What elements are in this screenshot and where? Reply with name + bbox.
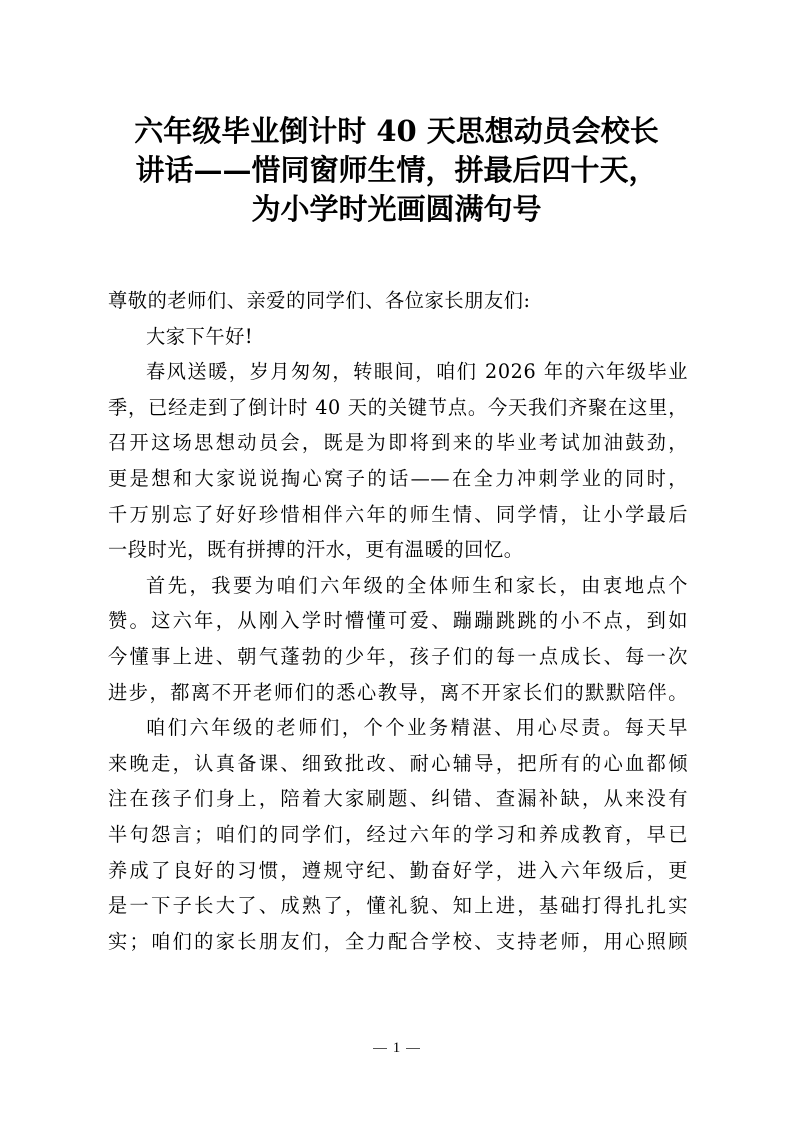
- paragraph-line: 千万别忘了好好珍惜相伴六年的师生情、同学情，让小学最后: [108, 502, 688, 526]
- paragraph-line: 半句怨言；咱们的同学们，经过六年的学习和养成教育，早已: [108, 822, 688, 846]
- greeting: 大家下午好!: [146, 324, 254, 348]
- dash-decoration: [406, 1048, 420, 1049]
- paragraph-line: 咱们六年级的老师们，个个业务精湛、用心尽责。每天早: [146, 716, 688, 740]
- paragraph-line: 季，已经走到了倒计时 40 天的关键节点。今天我们齐聚在这里，: [108, 395, 688, 419]
- paragraph-line: 一段时光，既有拼搏的汗水，更有温暖的回忆。: [108, 538, 524, 562]
- title-line: 为小学时光画圆满句号: [251, 192, 542, 226]
- salutation: 尊敬的老师们、亲爱的同学们、各位家长朋友们:: [108, 289, 531, 312]
- document-body: [108, 283, 688, 959]
- paragraph-line: 赞。这六年，从刚入学时懵懂可爱、蹦蹦跳跳的小不点，到如: [108, 609, 688, 633]
- paragraph-line: 召开这场思想动员会，既是为即将到来的毕业考试加油鼓劲，: [108, 431, 688, 455]
- dash-decoration: [373, 1048, 387, 1049]
- page-number: 1: [392, 1040, 401, 1056]
- paragraph-line: 注在孩子们身上，陪着大家刷题、纠错、查漏补缺，从来没有: [108, 787, 688, 811]
- page-footer: [0, 1040, 793, 1057]
- title-line: 讲话——惜同窗师生情，拼最后四十天，: [135, 153, 658, 187]
- paragraph-line: 来晚走，认真备课、细致批改、耐心辅导，把所有的心血都倾: [108, 751, 688, 775]
- document-title: [100, 112, 693, 229]
- paragraph-line: 今懂事上进、朝气蓬勃的少年，孩子们的每一点成长、每一次: [108, 644, 688, 668]
- title-line: 六年级毕业倒计时 40 天思想动员会校长: [134, 114, 659, 148]
- paragraph-line: 首先，我要为咱们六年级的全体师生和家长，由衷地点个: [146, 573, 688, 597]
- paragraph-line: 春风送暖，岁月匆匆，转眼间，咱们 2026 年的六年级毕业: [146, 360, 688, 384]
- paragraph-line: 实；咱们的家长朋友们，全力配合学校、支持老师，用心照顾: [108, 929, 688, 953]
- paragraph-line: 进步，都离不开老师们的悉心教导，离不开家长们的默默陪伴。: [108, 680, 688, 704]
- paragraph-line: 养成了良好的习惯，遵规守纪、勤奋好学，进入六年级后，更: [108, 858, 688, 882]
- paragraph-line: 更是想和大家说说掏心窝子的话——在全力冲刺学业的同时，: [108, 466, 688, 490]
- paragraph-line: 是一下子长大了、成熟了，懂礼貌、知上进，基础打得扎扎实: [108, 894, 688, 918]
